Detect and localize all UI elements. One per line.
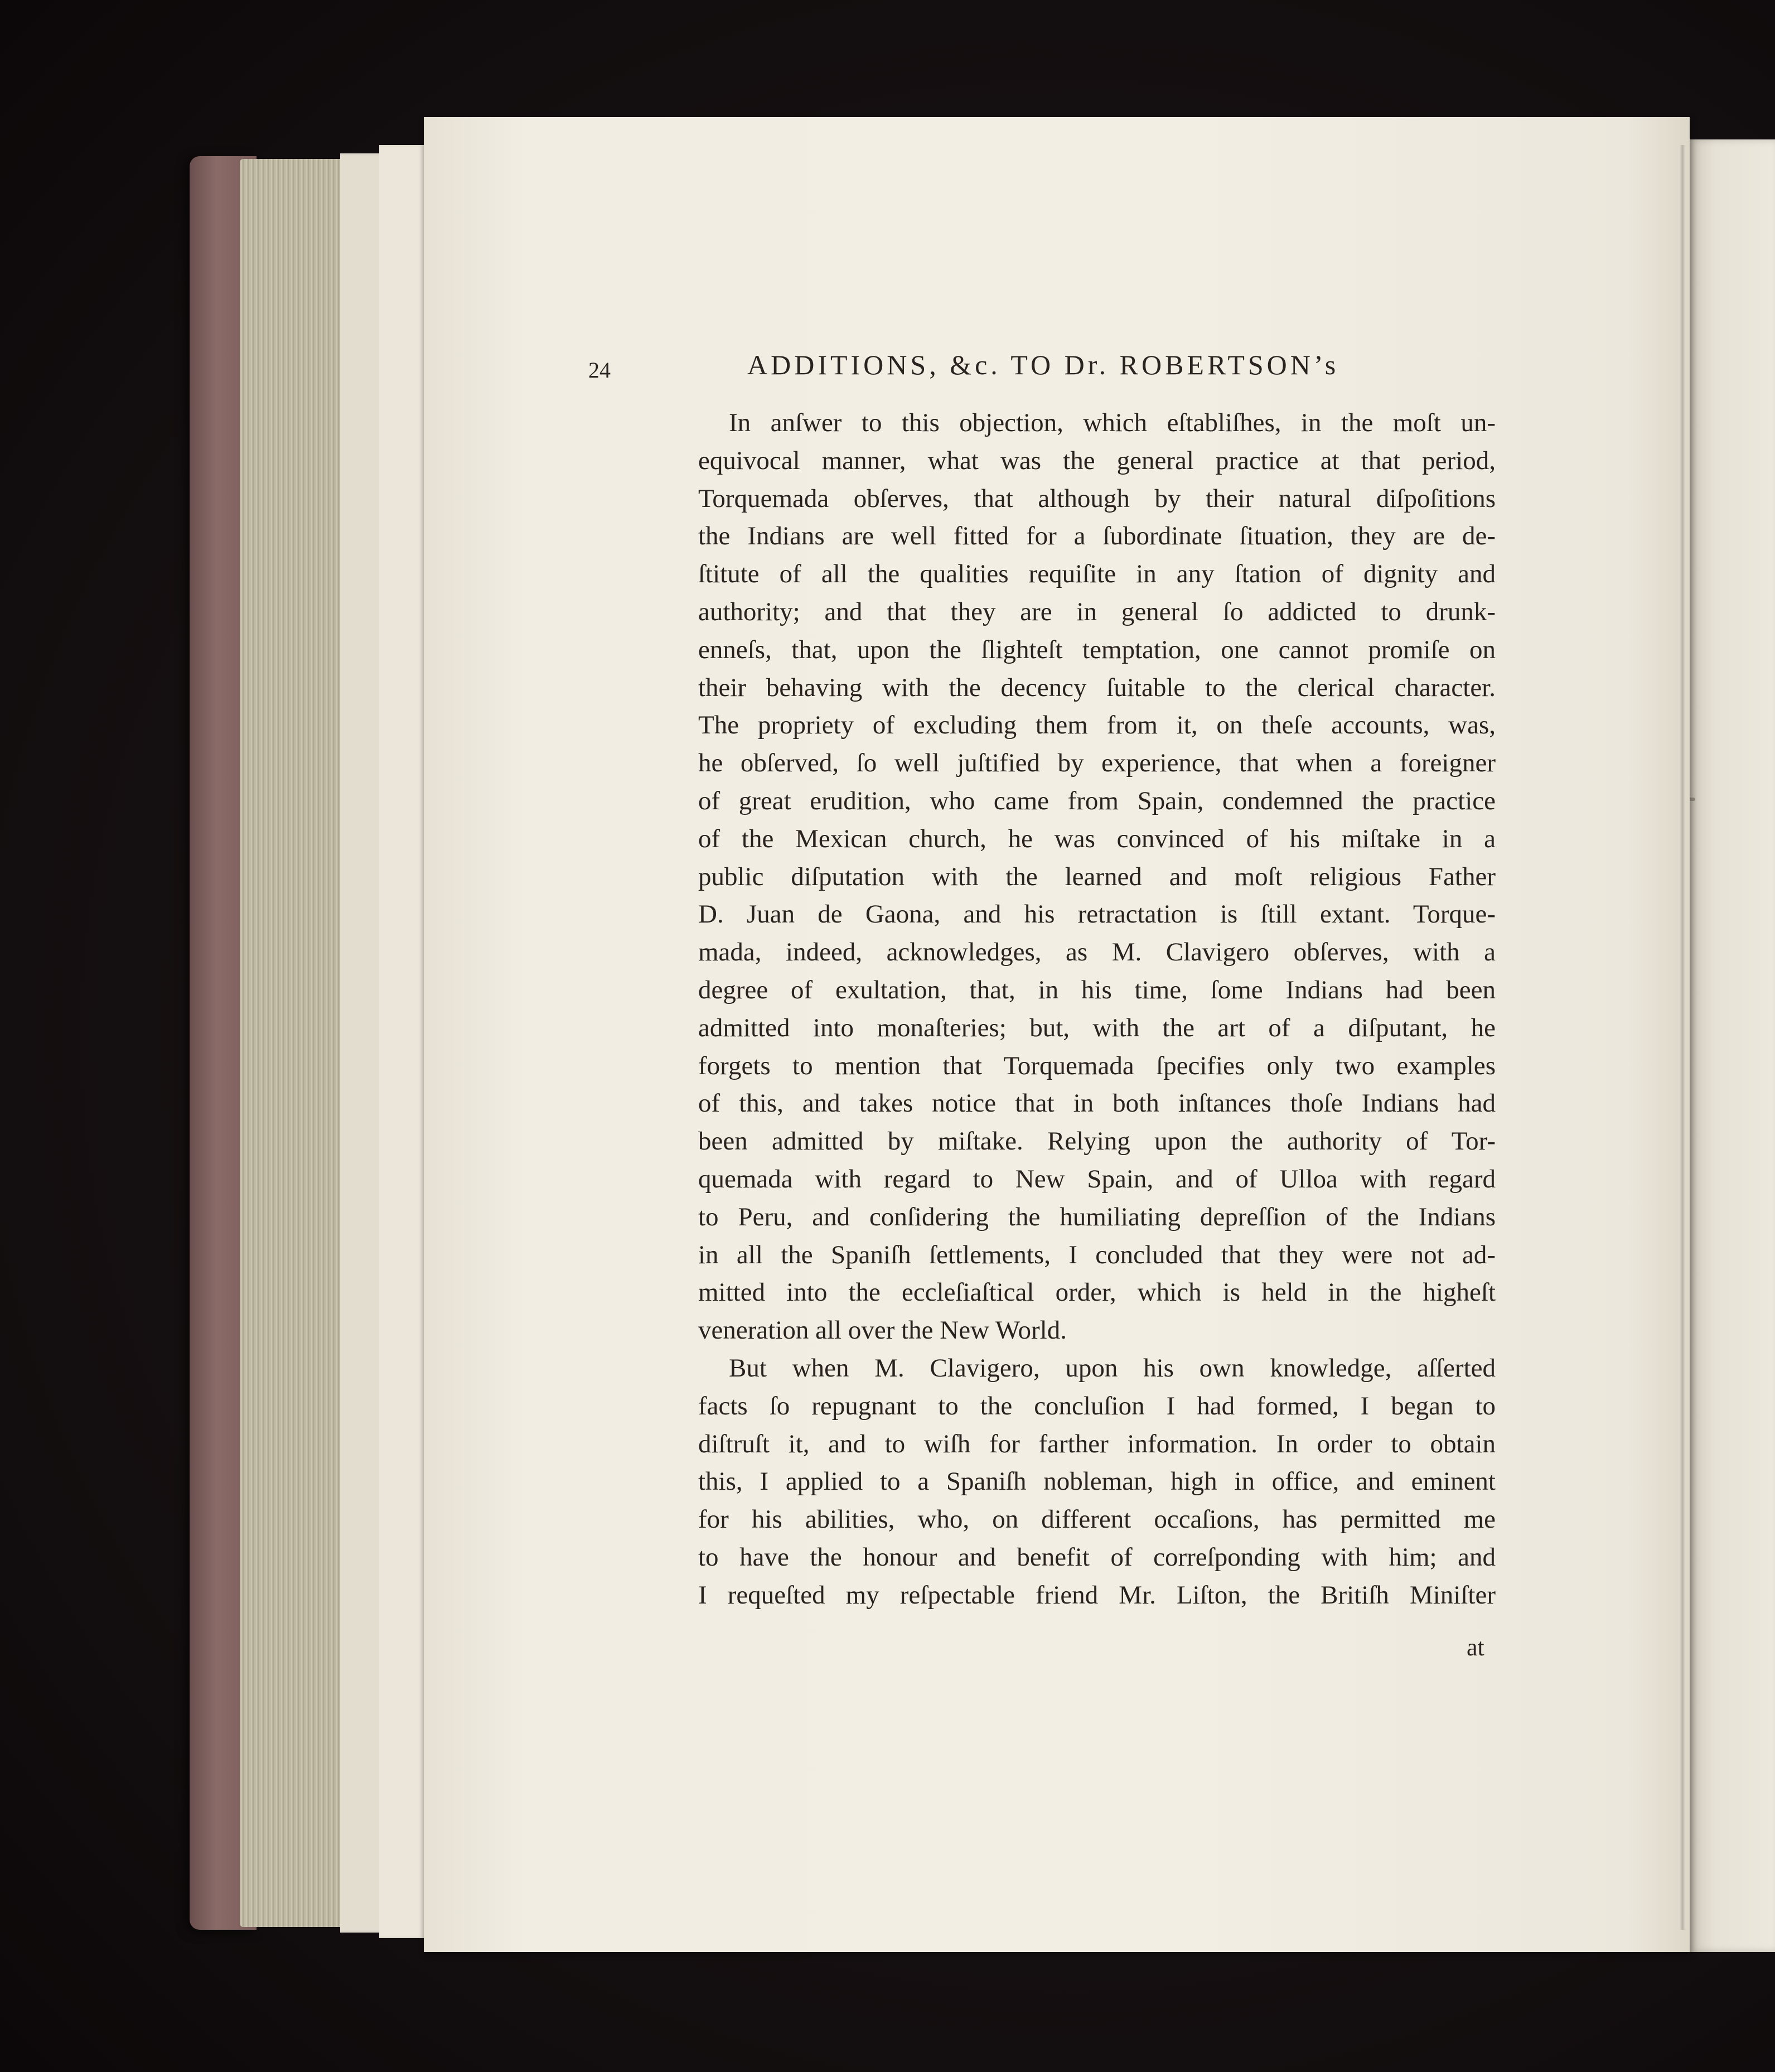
text-line: veneration all over the New World. — [698, 1316, 1067, 1345]
text-line: facts ſo repugnant to the concluſion I had formed, I began to — [698, 1391, 1496, 1421]
text-line: of this, and takes notice that in both inſtances thoſe Indians had — [698, 1089, 1496, 1118]
paragraph — [698, 1350, 1496, 1615]
text-line: of the Mexican church, he was convinced of his miſtake in a — [698, 824, 1496, 853]
text-line: the Indians are well fitted for a ſubordinate ſituation, they are de- — [698, 521, 1496, 551]
text-line: quemada with regard to New Spain, and of Ulloa with regard — [698, 1164, 1496, 1194]
body-text — [698, 404, 1496, 1615]
text-line: of great erudition, who came from Spain, condemned the practice — [698, 786, 1496, 815]
text-line: he obſerved, ſo well juſtified by experience, that when a foreigner — [698, 748, 1496, 778]
text-line: to have the honour and benefit of correſponding with him; and — [698, 1542, 1496, 1572]
paragraph — [698, 404, 1496, 1350]
facing-page — [1690, 139, 1775, 1952]
running-head: ADDITIONS, &c. TO Dr. ROBERTSON’s — [747, 349, 1339, 380]
text-line: mitted into the eccleſiaſtical order, which is held in the higheſt — [698, 1278, 1496, 1307]
text-line: D. Juan de Gaona, and his retractation is ſtill extant. Torque- — [698, 900, 1496, 929]
catchword: at — [1467, 1634, 1484, 1661]
page-stack-edge — [379, 145, 424, 1938]
text-line: degree of exultation, that, in his time, ſome Indians had been — [698, 975, 1496, 1004]
text-line: forgets to mention that Torquemada ſpecifies only two examples — [698, 1051, 1496, 1080]
page-stack-edge — [340, 153, 385, 1933]
text-line: ſtitute of all the qualities requiſite in any ſtation of dignity and — [698, 559, 1496, 589]
page-number: 24 — [588, 358, 611, 383]
page-block-edges — [240, 159, 346, 1927]
text-line: I requeſted my reſpectable friend Mr. Liſton, the Britiſh Miniſter — [698, 1580, 1496, 1610]
text-line: mada, indeed, acknowledges, as M. Clavigero obſerves, with a — [698, 938, 1496, 967]
text-line: authority; and that they are in general ſo addicted to drunk- — [698, 597, 1496, 626]
text-line: The propriety of excluding them from it, on theſe accounts, was, — [698, 711, 1496, 740]
text-line: public diſputation with the learned and moſt religious Father — [698, 862, 1496, 891]
text-line: for his abilities, who, on different occaſions, has permitted me — [698, 1505, 1496, 1534]
text-line: this, I applied to a Spaniſh nobleman, high in office, and eminent — [698, 1467, 1496, 1496]
text-line: admitted into monaſteries; but, with the art of a diſputant, he — [698, 1013, 1496, 1042]
text-line: Torquemada obſerves, that although by their natural diſpoſitions — [698, 484, 1496, 513]
text-line: diſtruſt it, and to wiſh for farther information. In order to obtain — [698, 1429, 1496, 1458]
text-line: enneſs, that, upon the ſlighteſt temptation, one cannot promiſe on — [698, 635, 1496, 664]
text-line: to Peru, and conſidering the humiliating depreſſion of the Indians — [698, 1202, 1496, 1231]
page-gutter — [1680, 145, 1685, 1930]
text-line: been admitted by miſtake. Relying upon the authority of Tor- — [698, 1127, 1496, 1156]
text-line: in all the Spaniſh ſettlements, I concluded that they were not ad- — [698, 1240, 1496, 1269]
text-line: But when M. Clavigero, upon his own knowledge, aſſerted — [729, 1353, 1496, 1383]
text-line: equivocal manner, what was the general practice at that period, — [698, 446, 1496, 475]
text-line: In anſwer to this objection, which eſtabliſhes, in the moſt un- — [729, 408, 1496, 437]
text-line: their behaving with the decency ſuitable to the clerical character. — [698, 673, 1496, 702]
